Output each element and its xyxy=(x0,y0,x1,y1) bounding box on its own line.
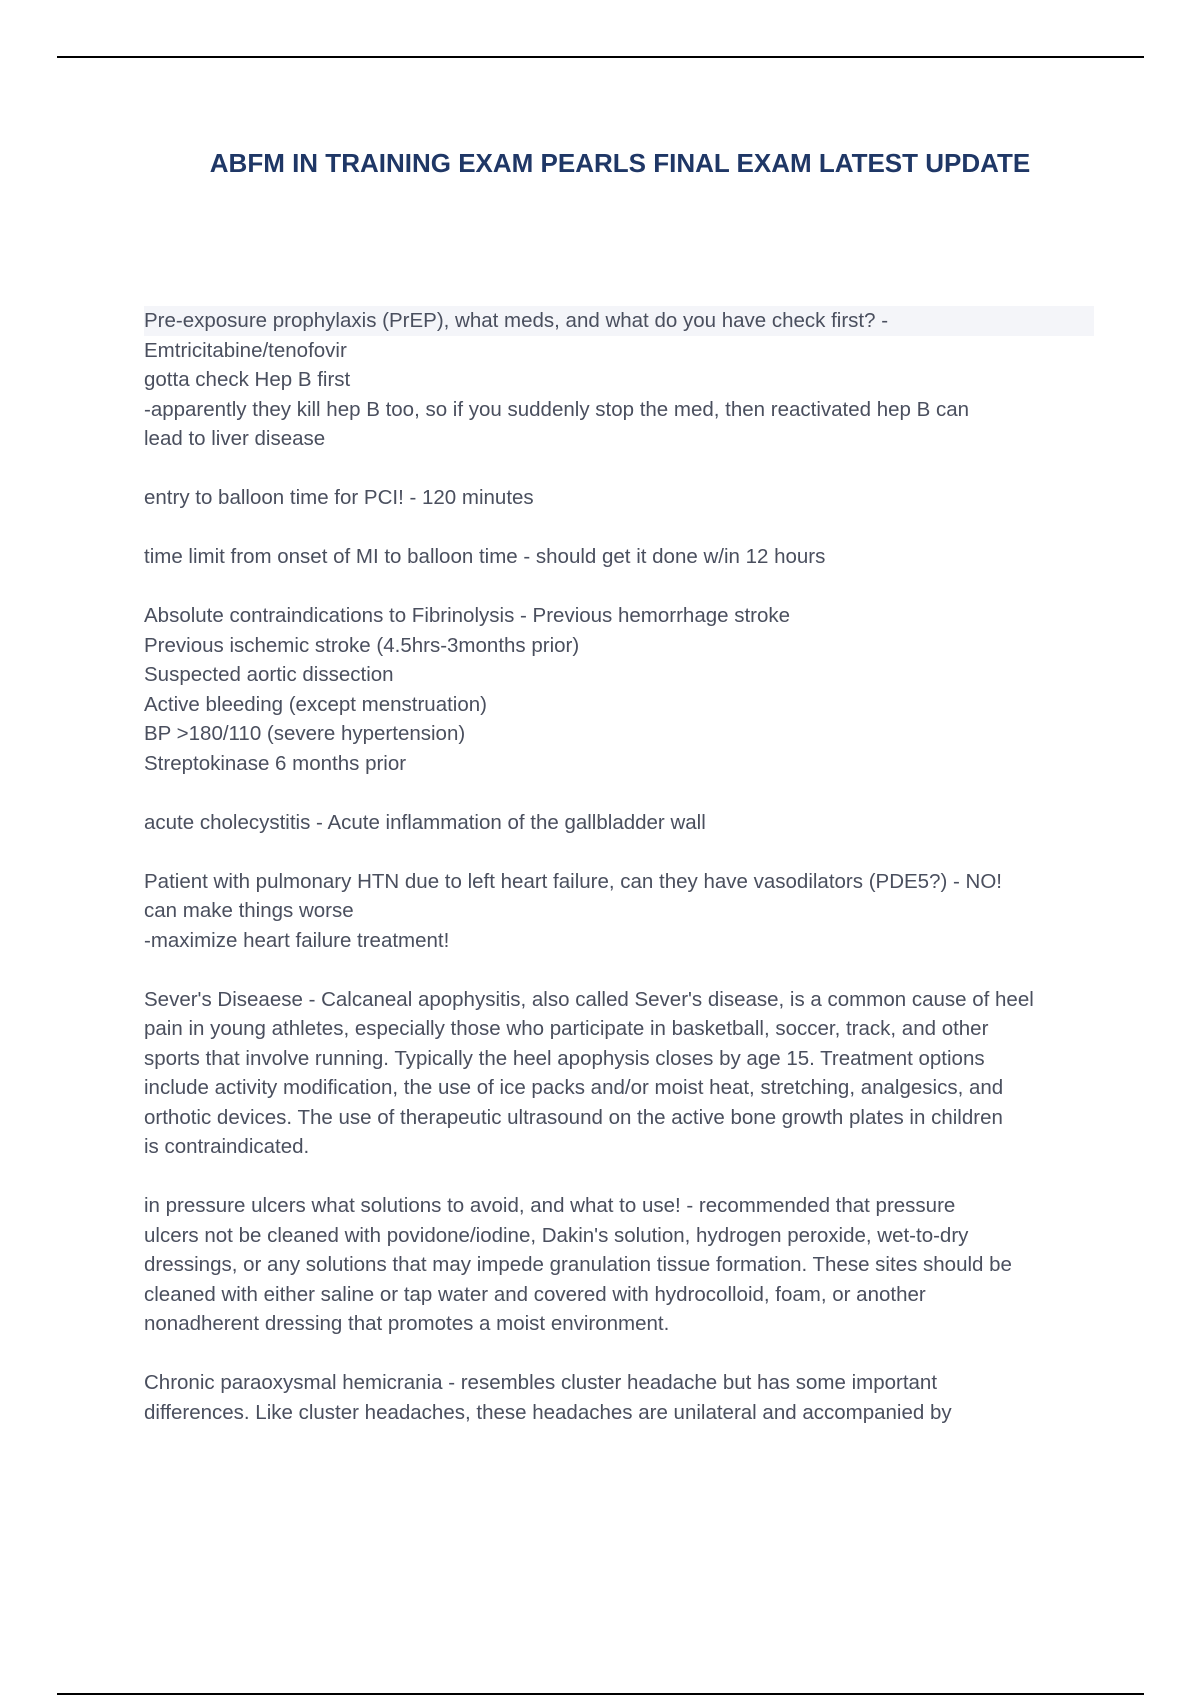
text-line: dressings, or any solutions that may impede granulation tissue formation. These sites should be xyxy=(144,1253,1012,1276)
note-severs-disease xyxy=(144,985,1094,1162)
text-line: Chronic paraoxysmal hemicrania - resembles cluster headache but has some important xyxy=(144,1371,938,1394)
text-line: include activity modification, the use of ice packs and/or moist heat, stretching, analgesics, and xyxy=(144,1076,1004,1099)
bottom-rule xyxy=(57,1693,1144,1695)
note-entry-to-balloon xyxy=(144,483,1094,513)
text-line: Absolute contraindications to Fibrinolysis - Previous hemorrhage stroke xyxy=(144,604,791,627)
text-line: orthotic devices. The use of therapeutic ultrasound on the active bone growth plates in children xyxy=(144,1105,1003,1129)
text-line: cleaned with either saline or tap water and covered with hydrocolloid, foam, or another xyxy=(144,1282,926,1306)
text-line: ulcers not be cleaned with povidone/iodine, Dakin's solution, hydrogen peroxide, wet-to-dry xyxy=(144,1223,969,1247)
text-line: BP >180/110 (severe hypertension) xyxy=(144,722,466,745)
text-line: acute cholecystitis - Acute inflammation of the gallbladder wall xyxy=(144,810,706,834)
text-line: differences. Like cluster headaches, these headaches are unilateral and accompanied by xyxy=(144,1400,952,1424)
text-line: Pre-exposure prophylaxis (PrEP), what meds, and what do you have check first? - xyxy=(144,306,1094,336)
document-body xyxy=(144,306,1094,1457)
top-rule xyxy=(57,56,1144,58)
note-cholecystitis xyxy=(144,808,1094,838)
note-fibrinolysis-contraindications xyxy=(144,601,1094,778)
text-line: -apparently they kill hep B too, so if you suddenly stop the med, then reactivated hep B can xyxy=(144,397,970,421)
text-line: time limit from onset of MI to balloon time - should get it done w/in 12 hours xyxy=(144,545,826,568)
text-line: pain in young athletes, especially those who participate in basketball, soccer, track, and other xyxy=(144,1017,989,1040)
text-line: in pressure ulcers what solutions to avoid, and what to use! - recommended that pressure xyxy=(144,1194,956,1217)
text-line: Previous ischemic stroke (4.5hrs-3months prior) xyxy=(144,633,580,657)
text-line: Active bleeding (except menstruation) xyxy=(144,692,487,716)
text-line: lead to liver disease xyxy=(144,427,326,450)
note-pulmonary-htn xyxy=(144,867,1094,956)
text-line: Emtricitabine/tenofovir xyxy=(144,338,347,362)
text-line: is contraindicated. xyxy=(144,1135,310,1158)
text-line: nonadherent dressing that promotes a moist environment. xyxy=(144,1312,670,1335)
text-line: can make things worse xyxy=(144,899,354,922)
text-line: Sever's Diseaese - Calcaneal apophysitis, also called Sever's disease, is a common cause of heel xyxy=(144,987,1034,1011)
text-line: Patient with pulmonary HTN due to left heart failure, can they have vasodilators (PDE5?) - NO! xyxy=(144,869,1002,893)
document-title: ABFM IN TRAINING EXAM PEARLS FINAL EXAM LATEST UPDATE xyxy=(209,148,1031,178)
note-paroxysmal-hemicrania xyxy=(144,1368,1094,1427)
text-line: Suspected aortic dissection xyxy=(144,663,394,686)
note-prep xyxy=(144,306,1094,454)
text-line: gotta check Hep B first xyxy=(144,368,351,391)
text-line: entry to balloon time for PCI! - 120 minutes xyxy=(144,486,534,509)
text-line: Streptokinase 6 months prior xyxy=(144,751,407,775)
note-pressure-ulcers xyxy=(144,1191,1094,1339)
note-mi-time-limit xyxy=(144,542,1094,572)
text-line: -maximize heart failure treatment! xyxy=(144,928,450,952)
text-line: sports that involve running. Typically the heel apophysis closes by age 15. Treatment options xyxy=(144,1046,985,1070)
